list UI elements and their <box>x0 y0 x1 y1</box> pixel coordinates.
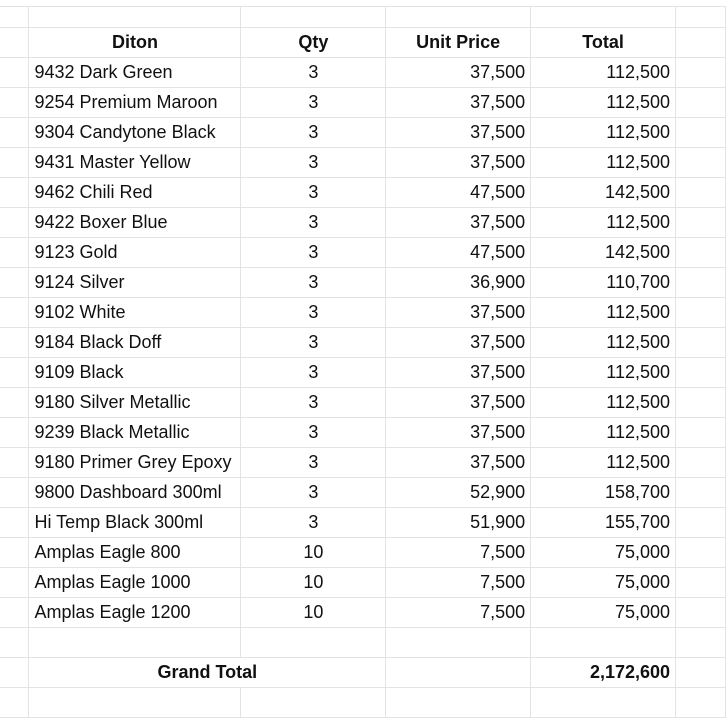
row-gutter-cell[interactable] <box>0 148 29 178</box>
total-cell[interactable]: 158,700 <box>531 478 676 508</box>
cell[interactable] <box>676 478 726 508</box>
row-gutter-cell[interactable] <box>0 358 29 388</box>
qty-cell[interactable]: 3 <box>241 478 386 508</box>
table-row <box>0 568 726 598</box>
cell[interactable] <box>676 7 726 28</box>
table-row <box>0 538 726 568</box>
item-name-cell[interactable]: 9254 Premium Maroon <box>29 88 241 118</box>
qty-cell[interactable]: 3 <box>241 208 386 238</box>
total-cell[interactable]: 112,500 <box>531 448 676 478</box>
unit-price-cell[interactable]: 7,500 <box>386 568 531 598</box>
table-row <box>0 148 726 178</box>
row-gutter-cell[interactable] <box>0 568 29 598</box>
total-cell[interactable]: 112,500 <box>531 58 676 88</box>
cell[interactable] <box>676 328 726 358</box>
unit-price-cell[interactable]: 37,500 <box>386 358 531 388</box>
item-name-cell[interactable]: Hi Temp Black 300ml <box>29 508 241 538</box>
cell[interactable] <box>29 628 241 658</box>
row-gutter-cell[interactable] <box>0 388 29 418</box>
unit-price-cell[interactable]: 36,900 <box>386 268 531 298</box>
unit-price-cell[interactable]: 37,500 <box>386 88 531 118</box>
qty-cell[interactable]: 3 <box>241 418 386 448</box>
row-gutter-cell[interactable] <box>0 238 29 268</box>
table-row <box>0 508 726 538</box>
unit-price-cell[interactable]: 52,900 <box>386 478 531 508</box>
unit-price-cell[interactable]: 37,500 <box>386 328 531 358</box>
qty-cell[interactable]: 10 <box>241 538 386 568</box>
row-gutter-cell[interactable] <box>0 478 29 508</box>
unit-price-cell[interactable]: 37,500 <box>386 418 531 448</box>
header-item[interactable]: Diton <box>29 28 241 58</box>
row-gutter-cell[interactable] <box>0 448 29 478</box>
header-unit-price[interactable]: Unit Price <box>386 28 531 58</box>
row-gutter-cell[interactable] <box>0 268 29 298</box>
unit-price-cell[interactable]: 37,500 <box>386 58 531 88</box>
header-qty[interactable]: Qty <box>241 28 386 58</box>
cell[interactable] <box>676 598 726 628</box>
table-row <box>0 388 726 418</box>
table-row <box>0 478 726 508</box>
unit-price-cell[interactable]: 47,500 <box>386 178 531 208</box>
item-name-cell[interactable]: 9432 Dark Green <box>29 58 241 88</box>
cell[interactable] <box>676 658 726 688</box>
item-name-cell[interactable]: 9462 Chili Red <box>29 178 241 208</box>
cell[interactable] <box>531 7 676 28</box>
table-row <box>0 418 726 448</box>
table-row <box>0 208 726 238</box>
cell[interactable] <box>676 58 726 88</box>
item-name-cell[interactable]: 9124 Silver <box>29 268 241 298</box>
unit-price-cell[interactable]: 37,500 <box>386 208 531 238</box>
item-name-cell[interactable]: 9239 Black Metallic <box>29 418 241 448</box>
row-gutter-cell[interactable] <box>0 418 29 448</box>
cell[interactable] <box>241 688 386 718</box>
qty-cell[interactable]: 3 <box>241 58 386 88</box>
item-name-cell[interactable]: 9123 Gold <box>29 238 241 268</box>
unit-price-cell[interactable]: 7,500 <box>386 598 531 628</box>
cell[interactable] <box>676 358 726 388</box>
empty-bottom-row <box>0 688 726 718</box>
row-gutter-cell[interactable] <box>0 538 29 568</box>
cell[interactable] <box>676 88 726 118</box>
cell[interactable] <box>676 178 726 208</box>
item-name-cell[interactable]: 9184 Black Doff <box>29 328 241 358</box>
qty-cell[interactable]: 3 <box>241 238 386 268</box>
table-row <box>0 58 726 88</box>
cell[interactable] <box>0 688 29 718</box>
table-row <box>0 598 726 628</box>
cell[interactable] <box>676 568 726 598</box>
qty-cell[interactable]: 3 <box>241 268 386 298</box>
unit-price-cell[interactable]: 37,500 <box>386 118 531 148</box>
qty-cell[interactable]: 3 <box>241 298 386 328</box>
item-name-cell[interactable]: 9109 Black <box>29 358 241 388</box>
total-cell[interactable]: 112,500 <box>531 298 676 328</box>
total-cell[interactable]: 112,500 <box>531 388 676 418</box>
row-gutter-cell[interactable] <box>0 598 29 628</box>
header-total[interactable]: Total <box>531 28 676 58</box>
qty-cell[interactable]: 3 <box>241 358 386 388</box>
total-cell[interactable]: 112,500 <box>531 418 676 448</box>
row-gutter-cell[interactable] <box>0 88 29 118</box>
qty-cell[interactable]: 3 <box>241 508 386 538</box>
cell[interactable] <box>0 628 29 658</box>
grand-total-value[interactable]: 2,172,600 <box>531 658 676 688</box>
table-row <box>0 238 726 268</box>
total-cell[interactable]: 112,500 <box>531 328 676 358</box>
price-table <box>0 6 726 718</box>
table-row <box>0 118 726 148</box>
total-cell[interactable]: 142,500 <box>531 238 676 268</box>
item-name-cell[interactable]: Amplas Eagle 800 <box>29 538 241 568</box>
table-row <box>0 178 726 208</box>
grand-total-row <box>0 658 726 688</box>
cell[interactable] <box>676 628 726 658</box>
cell[interactable] <box>29 688 241 718</box>
cell[interactable] <box>676 238 726 268</box>
unit-price-cell[interactable]: 51,900 <box>386 508 531 538</box>
item-name-cell[interactable]: 9422 Boxer Blue <box>29 208 241 238</box>
row-gutter-cell[interactable] <box>0 508 29 538</box>
total-cell[interactable]: 112,500 <box>531 208 676 238</box>
qty-cell[interactable]: 3 <box>241 88 386 118</box>
cell[interactable] <box>0 658 29 688</box>
unit-price-cell[interactable]: 37,500 <box>386 448 531 478</box>
cell[interactable] <box>676 418 726 448</box>
cell[interactable] <box>241 628 386 658</box>
cell[interactable] <box>676 448 726 478</box>
qty-cell[interactable]: 3 <box>241 118 386 148</box>
unit-price-cell[interactable]: 37,500 <box>386 388 531 418</box>
cell[interactable] <box>386 658 531 688</box>
total-cell[interactable]: 75,000 <box>531 538 676 568</box>
cell[interactable] <box>531 688 676 718</box>
total-cell[interactable]: 155,700 <box>531 508 676 538</box>
cell[interactable] <box>241 7 386 28</box>
cell[interactable] <box>676 28 726 58</box>
qty-cell[interactable]: 10 <box>241 568 386 598</box>
total-cell[interactable]: 142,500 <box>531 178 676 208</box>
table-row <box>0 298 726 328</box>
table-row <box>0 328 726 358</box>
table-row <box>0 268 726 298</box>
cell[interactable] <box>676 118 726 148</box>
unit-price-cell[interactable]: 47,500 <box>386 238 531 268</box>
qty-cell[interactable]: 3 <box>241 148 386 178</box>
cell[interactable] <box>676 508 726 538</box>
empty-row <box>0 628 726 658</box>
table-row <box>0 448 726 478</box>
unit-price-cell[interactable]: 37,500 <box>386 148 531 178</box>
row-gutter-cell[interactable] <box>0 298 29 328</box>
cell[interactable] <box>386 7 531 28</box>
qty-cell[interactable]: 3 <box>241 388 386 418</box>
row-gutter-cell[interactable] <box>0 118 29 148</box>
qty-cell[interactable]: 10 <box>241 598 386 628</box>
cell[interactable] <box>676 298 726 328</box>
total-cell[interactable]: 75,000 <box>531 568 676 598</box>
row-gutter-cell[interactable] <box>0 178 29 208</box>
cell[interactable] <box>676 538 726 568</box>
item-name-cell[interactable]: 9180 Primer Grey Epoxy <box>29 448 241 478</box>
cell[interactable] <box>676 268 726 298</box>
item-name-cell[interactable]: Amplas Eagle 1000 <box>29 568 241 598</box>
total-cell[interactable]: 112,500 <box>531 148 676 178</box>
total-cell[interactable]: 75,000 <box>531 598 676 628</box>
cell[interactable] <box>386 688 531 718</box>
cell[interactable] <box>676 208 726 238</box>
table-body <box>0 7 726 718</box>
cell[interactable] <box>531 628 676 658</box>
item-name-cell[interactable]: Amplas Eagle 1200 <box>29 598 241 628</box>
row-gutter-cell[interactable] <box>0 328 29 358</box>
item-name-cell[interactable]: 9180 Silver Metallic <box>29 388 241 418</box>
unit-price-cell[interactable]: 37,500 <box>386 298 531 328</box>
total-cell[interactable]: 110,700 <box>531 268 676 298</box>
total-cell[interactable]: 112,500 <box>531 88 676 118</box>
table-row <box>0 358 726 388</box>
item-name-cell[interactable]: 9304 Candytone Black <box>29 118 241 148</box>
cell[interactable] <box>676 688 726 718</box>
cell[interactable] <box>676 388 726 418</box>
qty-cell[interactable]: 3 <box>241 178 386 208</box>
total-cell[interactable]: 112,500 <box>531 358 676 388</box>
grand-total-label[interactable]: Grand Total <box>29 658 386 688</box>
row-gutter-cell[interactable] <box>0 208 29 238</box>
total-cell[interactable]: 112,500 <box>531 118 676 148</box>
item-name-cell[interactable]: 9102 White <box>29 298 241 328</box>
header-row <box>0 28 726 58</box>
row-gutter-cell[interactable] <box>0 58 29 88</box>
cell[interactable] <box>0 28 29 58</box>
empty-top-row <box>0 7 726 28</box>
table-row <box>0 88 726 118</box>
item-name-cell[interactable]: 9800 Dashboard 300ml <box>29 478 241 508</box>
cell[interactable] <box>676 148 726 178</box>
unit-price-cell[interactable]: 7,500 <box>386 538 531 568</box>
cell[interactable] <box>386 628 531 658</box>
cell[interactable] <box>0 7 29 28</box>
cell[interactable] <box>29 7 241 28</box>
item-name-cell[interactable]: 9431 Master Yellow <box>29 148 241 178</box>
qty-cell[interactable]: 3 <box>241 448 386 478</box>
qty-cell[interactable]: 3 <box>241 328 386 358</box>
